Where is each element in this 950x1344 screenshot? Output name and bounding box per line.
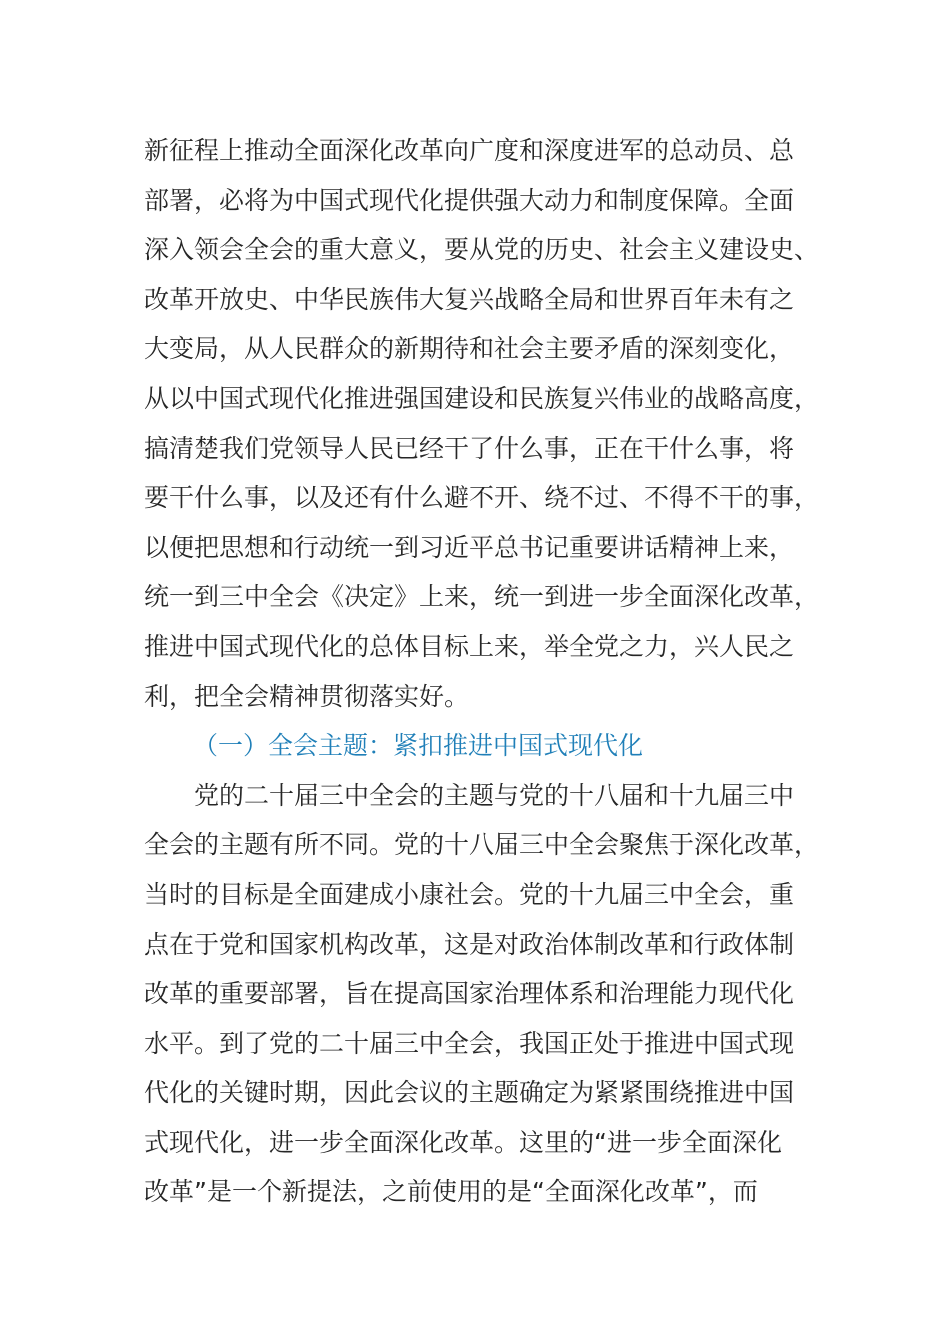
body-text-line: 新征程上推动全面深化改革向广度和深度进军的总动员、总 [144,136,795,165]
body-text-line: 以便把思想和行动统一到习近平总书记重要讲话精神上来， [144,532,795,562]
body-text-line: 部署，必将为中国式现代化提供强大动力和制度保障。全面 [144,185,795,215]
body-text-line: 改革开放史、中华民族伟大复兴战略全局和世界百年未有之 [144,284,795,314]
body-text-line: 利，把全会精神贯彻落实好。 [144,681,470,711]
section-heading: （一）全会主题：紧扣推进中国式现代化 [193,731,644,761]
body-text-line: 改革”是一个新提法，之前使用的是“全面深化改革”，而 [144,1177,758,1207]
document-body [144,126,844,1217]
body-text-line: 改革的重要部署，旨在提高国家治理体系和治理能力现代化 [144,979,795,1009]
body-text-line: 搞清楚我们党领导人民已经干了什么事，正在干什么事，将 [144,433,795,463]
body-text-line: 式现代化，进一步全面深化改革。这里的“进一步全面深化 [144,1127,782,1157]
body-text-line: 代化的关键时期，因此会议的主题确定为紧紧围绕推进中国 [144,1078,795,1108]
body-text-line: 从以中国式现代化推进强国建设和民族复兴伟业的战略高度， [144,383,820,413]
body-text-line: 深入领会全会的重大意义，要从党的历史、社会主义建设史、 [144,235,820,265]
body-text-line: 水平。到了党的二十届三中全会，我国正处于推进中国式现 [144,1028,795,1058]
body-text-line: 推进中国式现代化的总体目标上来，举全党之力，兴人民之 [144,631,795,661]
body-text-line: 党的二十届三中全会的主题与党的十八届和十九届三中 [194,780,795,810]
body-text-line: 大变局，从人民群众的新期待和社会主要矛盾的深刻变化， [144,334,795,364]
body-text-line: 全会的主题有所不同。党的十八届三中全会聚焦于深化改革， [144,830,820,860]
body-text-line: 统一到三中全会《决定》上来，统一到进一步全面深化改革， [144,582,820,612]
body-text-line: 要干什么事，以及还有什么避不开、绕不过、不得不干的事， [144,483,820,513]
body-text-line: 当时的目标是全面建成小康社会。党的十九届三中全会，重 [144,879,795,909]
body-text-line: 点在于党和国家机构改革，这是对政治体制改革和行政体制 [144,929,795,959]
